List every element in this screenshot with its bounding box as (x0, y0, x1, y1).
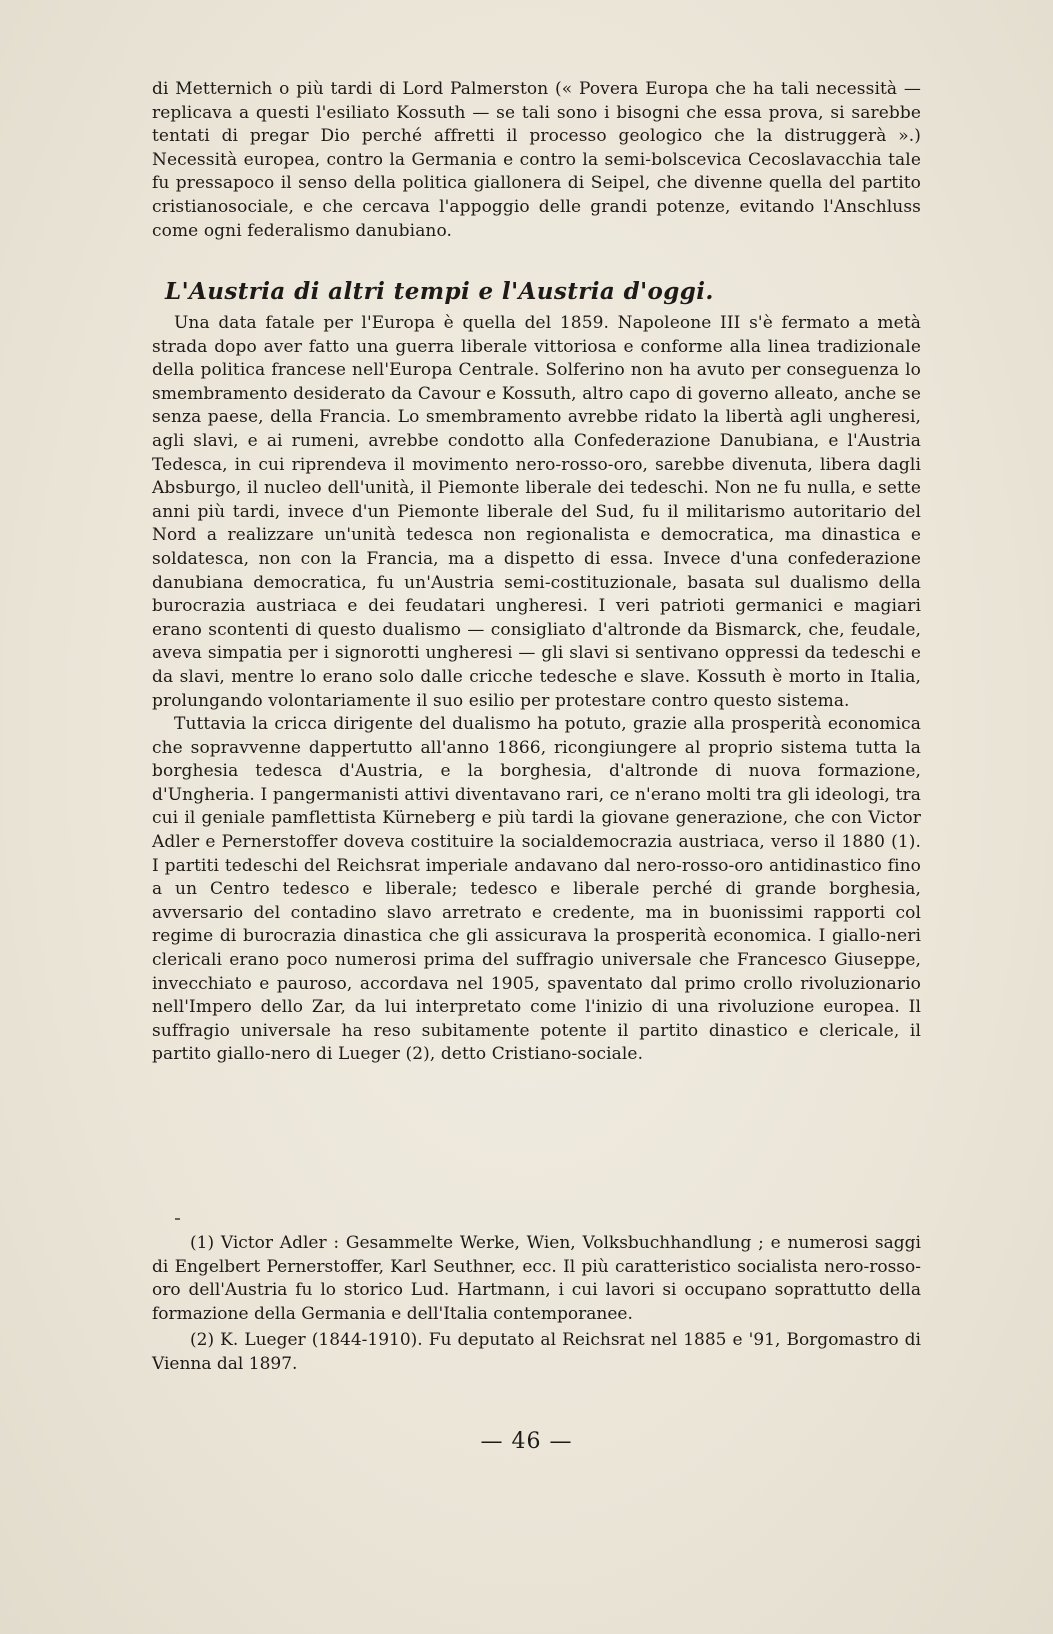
footnote-1: (1) Victor Adler : Gesammelte Werke, Wien, Volksbuchhandlung ; e numerosi saggi di Engelbert Pernerstoffer, Karl Seuthner, ecc. Il più caratteristico socialista nero-rosso-oro dell'Austria fu lo storico Lud. Hartmann, i cui lavori si occupano soprattutto della formazione della Germania e dell'Italia contemporanee. (152, 1233, 921, 1324)
body-text (152, 312, 921, 1067)
section-heading: L'Austria di altri tempi e l'Austria d'oggi. (165, 278, 714, 305)
footnotes (152, 1232, 921, 1377)
footnote-separator (175, 1218, 180, 1220)
page-number: — 46 — (480, 1429, 573, 1454)
paragraph-dualism: Tuttavia la cricca dirigente del dualismo ha potuto, grazie alla prosperità economica che sopravvenne dappertutto all'anno 1866, ricongiungere al proprio sistema tutta la borghesia tedesca d'Austria, e la borghesia, d'altronde di nuova formazione, d'Ungheria. I pangermanisti attivi diventavano rari, ce n'erano molti tra gli ideologi, tra cui il geniale pamflettista Kürneberg e più tardi la giovane generazione, che con Victor Adler e Pernerstoffer doveva costituire la socialdemocrazia austriaca, verso il 1880 (1). I partiti tedeschi del Reichsrat imperiale andavano dal nero-rosso-oro antidinastico fino a un Centro tedesco e liberale; tedesco e liberale perché di grande borghesia, avversario del contadino slavo arretrato e credente, ma in buonissimi rapporti col regime di burocrazia dinastica che gli assicurava la prosperità economica. I giallo-neri clericali erano poco numerosi prima del suffragio universale che Francesco Giuseppe, invecchiato e pauroso, accordava nel 1905, spaventato dal primo crollo rivoluzionario nell'Impero dello Zar, da lui interpretato come l'inizio di una rivoluzione europea. Il suffragio universale ha reso subitamente potente il partito dinastico e clericale, il partito giallo-nero di Lueger (2), detto Cristiano-sociale. (152, 714, 921, 1065)
opening-paragraph-block (152, 78, 921, 243)
opening-paragraph: di Metternich o più tardi di Lord Palmerston (« Povera Europa che ha tali necessità — replicava a questi l'esiliato Kossuth — se tali sono i bisogni che essa prova, si sarebbe tentati di pregar Dio perché affretti il processo geologico che la distruggerà ».) Necessità europea, contro la Germania e contro la semi-bolscevica Cecoslavacchia tale fu pressapoco il senso della politica giallonera di Seipel, che divenne quella del partito cristianosociale, e che cercava l'appoggio delle grandi potenze, evitando l'Anschluss come ogni federalismo danubiano. (152, 79, 921, 241)
footnote-2: (2) K. Lueger (1844-1910). Fu deputato al Reichsrat nel 1885 e '91, Borgomastro di Vienna dal 1897. (152, 1330, 921, 1374)
paragraph-1859: Una data fatale per l'Europa è quella del 1859. Napoleone III s'è fermato a metà strada dopo aver fatto una guerra liberale vittoriosa e conforme alla linea tradizionale della politica francese nell'Europa Centrale. Solferino non ha avuto per conseguenza lo smembramento desiderato da Cavour e Kossuth, altro capo di governo alleato, anche se senza paese, della Francia. Lo smembramento avrebbe ridato la libertà agli ungheresi, agli slavi, e ai rumeni, avrebbe condotto alla Confederazione Danubiana, e l'Austria Tedesca, in cui riprendeva il movimento nero-rosso-oro, sarebbe divenuta, libera dagli Absburgo, il nucleo dell'unità, il Piemonte liberale dei tedeschi. Non ne fu nulla, e sette anni più tardi, invece d'un Piemonte liberale del Sud, fu il militarismo autoritario del Nord a realizzare un'unità tedesca non regionalista e democratica, ma dinastica e soldatesca, non con la Francia, ma a dispetto di essa. Invece d'una confederazione danubiana democratica, fu un'Austria semi-costituzionale, basata sul dualismo della burocrazia austriaca e dei feudatari ungheresi. I veri patrioti germanici e magiari erano scontenti di questo dualismo — consigliato d'altronde da Bismarck, che, feudale, aveva simpatia per i signorotti ungheresi — gli slavi si sentivano oppressi da tedeschi e da slavi, mentre lo erano solo dalle cricche tedesche e slave. Kossuth è morto in Italia, prolungando volontariamente il suo esilio per protestare contro questo sistema. (152, 313, 921, 711)
